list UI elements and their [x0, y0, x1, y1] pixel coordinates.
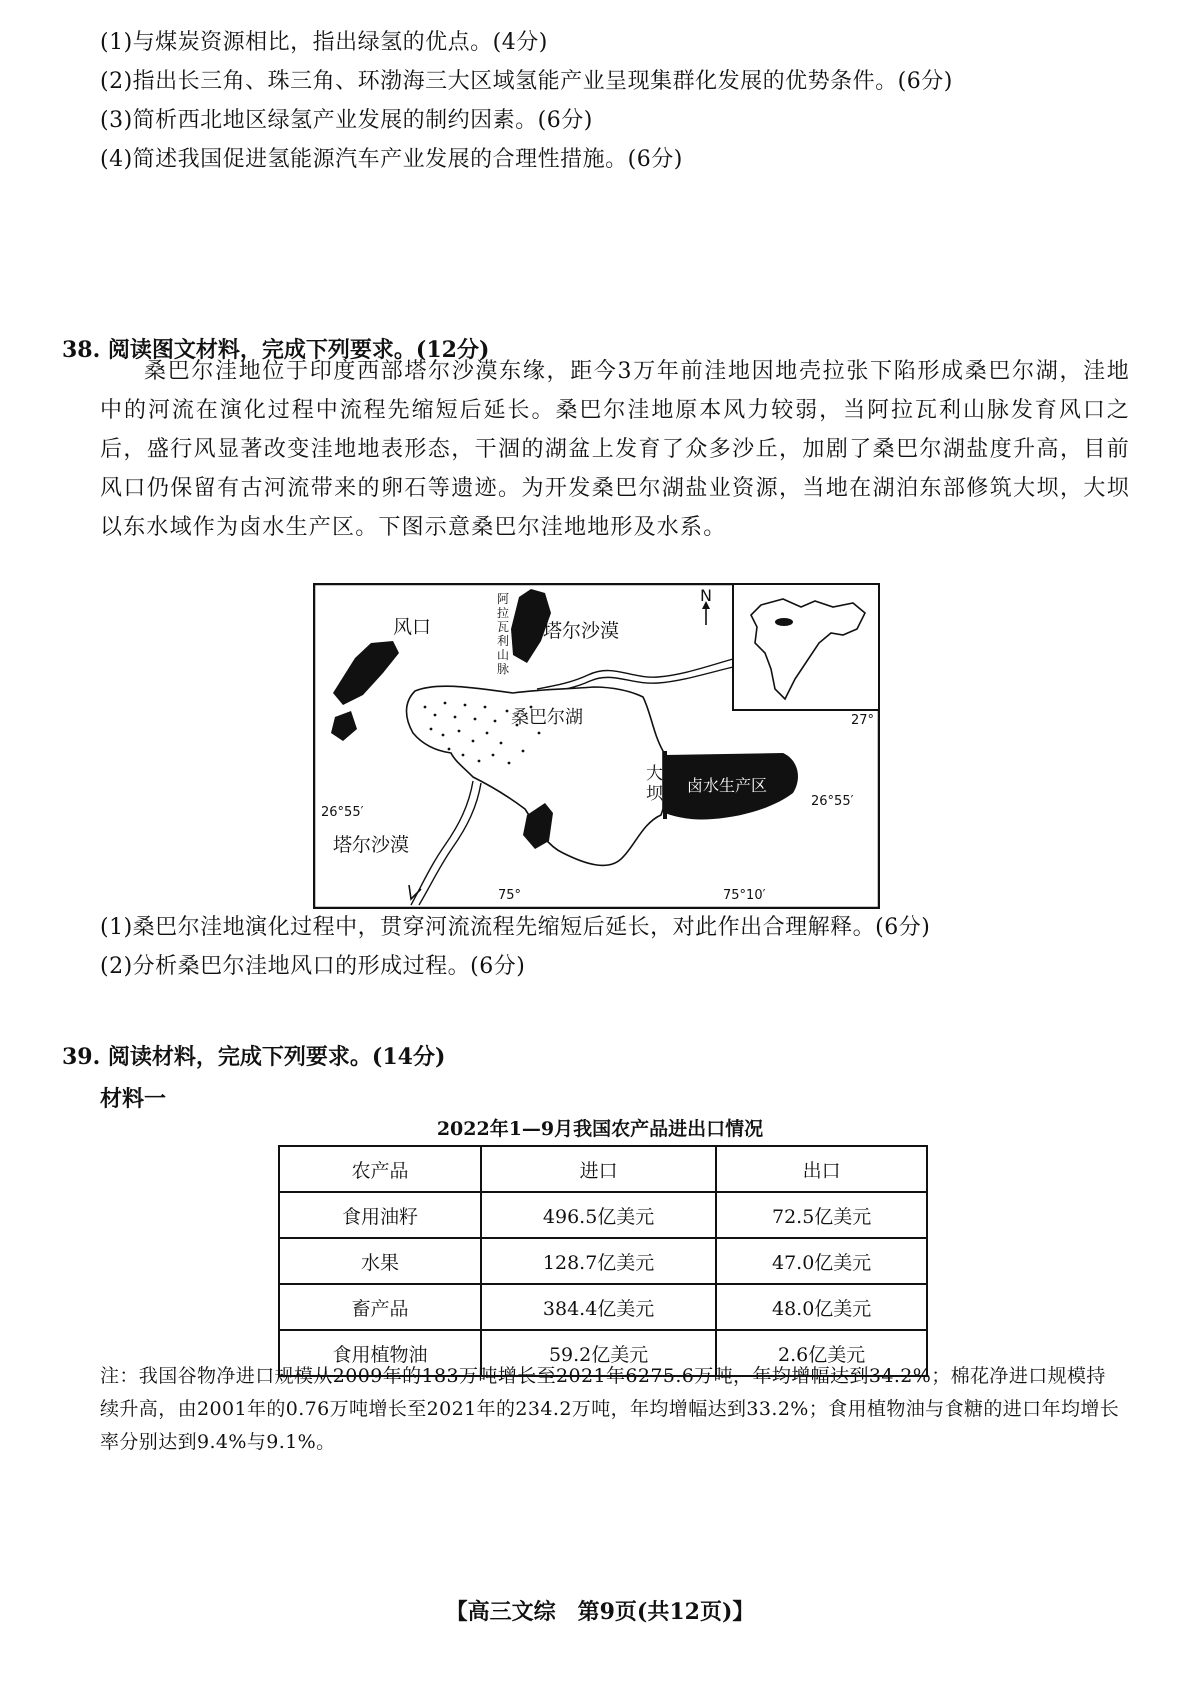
q38-item-2: (2)分析桑巴尔洼地风口的形成过程。(6分) [100, 954, 526, 979]
india-inset-map [733, 584, 879, 710]
q38-item-1: (1)桑巴尔洼地演化过程中，贯穿河流流程先缩短后延长，对此作出合理解释。(6分) [100, 915, 931, 940]
table-cell: 384.4亿美元 [481, 1284, 716, 1330]
map-vertical-char: 利 [497, 634, 510, 648]
table-cell: 72.5亿美元 [716, 1192, 927, 1238]
q38-paragraph: 桑巴尔洼地位于印度西部塔尔沙漠东缘，距今3万年前洼地因地壳拉张下陷形成桑巴尔湖，洼地中的河流在演化过程中流程先缩短后延长。桑巴尔洼地原本风力较弱，当阿拉瓦利山脉发育风口之后，盛行风显著改变洼地地表形态，干涸的湖盆上发育了众多沙丘，加剧了桑巴尔湖盐度升高，目前风口仍保留有古河流带来的卵石等遗迹。为开发桑巴尔湖盐业资源，当地在湖泊东部修筑大坝，大坝以东水域作为卤水生产区。下图示意桑巴尔洼地地形及水系。 [100, 359, 1130, 540]
map-north-label: N [700, 586, 712, 605]
map-label-lake: 桑巴尔湖 [511, 707, 583, 728]
table-header-cell: 出口 [716, 1146, 927, 1192]
table-header-cell: 进口 [481, 1146, 716, 1192]
table-row [279, 1284, 927, 1330]
map-label-wind-gap: 风口 [393, 616, 432, 638]
q37-item-3: (3)简析西北地区绿氢产业发展的制约因素。(6分) [100, 108, 593, 133]
table-row [279, 1238, 927, 1284]
map-label-desert-bottom: 塔尔沙漠 [333, 834, 410, 856]
map-lon-75-10: 75°10′ [723, 888, 766, 903]
map-vertical-char: 大 [646, 764, 663, 784]
sambhar-map [313, 583, 880, 909]
q37-item-1: (1)与煤炭资源相比，指出绿氢的优点。(4分) [100, 30, 548, 55]
table-cell: 59.2亿美元 [481, 1330, 716, 1376]
table-cell: 水果 [279, 1238, 481, 1284]
map-lat-right: 26°55′ [811, 794, 854, 809]
trade-table [278, 1145, 928, 1377]
q39-material-label: 材料一 [100, 1086, 167, 1112]
map-label-mountain [497, 592, 509, 676]
q39-title: 39. 阅读材料，完成下列要求。(14分) [62, 1044, 446, 1070]
map-vertical-char: 瓦 [497, 620, 510, 634]
map-lat-inset: 27° [851, 713, 875, 728]
table-header-row [279, 1146, 927, 1192]
map-vertical-char: 阿 [497, 592, 510, 606]
table-header-cell: 农产品 [279, 1146, 481, 1192]
table-cell: 496.5亿美元 [481, 1192, 716, 1238]
map-lon-75: 75° [498, 888, 522, 903]
map-vertical-char: 脉 [497, 662, 510, 676]
table-cell: 128.7亿美元 [481, 1238, 716, 1284]
table-cell: 食用植物油 [279, 1330, 481, 1376]
q38-title: 38. 阅读图文材料，完成下列要求。(12分) [62, 337, 490, 363]
q39-table-title: 2022年1—9月我国农产品进出口情况 [436, 1118, 764, 1140]
table-cell: 畜产品 [279, 1284, 481, 1330]
table-cell: 48.0亿美元 [716, 1284, 927, 1330]
page-footer: 【高三文综 第9页(共12页)】 [445, 1599, 755, 1625]
table-cell: 47.0亿美元 [716, 1238, 927, 1284]
map-vertical-char: 山 [497, 648, 510, 662]
map-label-desert-top: 塔尔沙漠 [543, 620, 620, 642]
map-vertical-char: 拉 [497, 606, 510, 620]
map-label-dam [646, 764, 664, 804]
table-cell: 2.6亿美元 [716, 1330, 927, 1376]
table-row [279, 1192, 927, 1238]
table-cell: 食用油籽 [279, 1192, 481, 1238]
map-label-brine: 卤水生产区 [687, 776, 768, 795]
q39-note: 注：我国谷物净进口规模从2009年的183万吨增长至2021年6275.6万吨，年均增幅达到34.2%；棉花净进口规模持续升高，由2001年的0.76万吨增长至2021年的234.2万吨，年均增幅达到33.2%；食用植物油与食糖的进口年均增长率分别达到9.4%与9.1%。 [100, 1365, 1120, 1453]
q37-item-2: (2)指出长三角、珠三角、环渤海三大区域氢能产业呈现集群化发展的优势条件。(6分) [100, 69, 953, 94]
map-lat-left: 26°55′ [321, 805, 364, 820]
map-vertical-char: 坝 [646, 784, 663, 804]
q37-item-4: (4)简述我国促进氢能源汽车产业发展的合理性措施。(6分) [100, 147, 683, 172]
